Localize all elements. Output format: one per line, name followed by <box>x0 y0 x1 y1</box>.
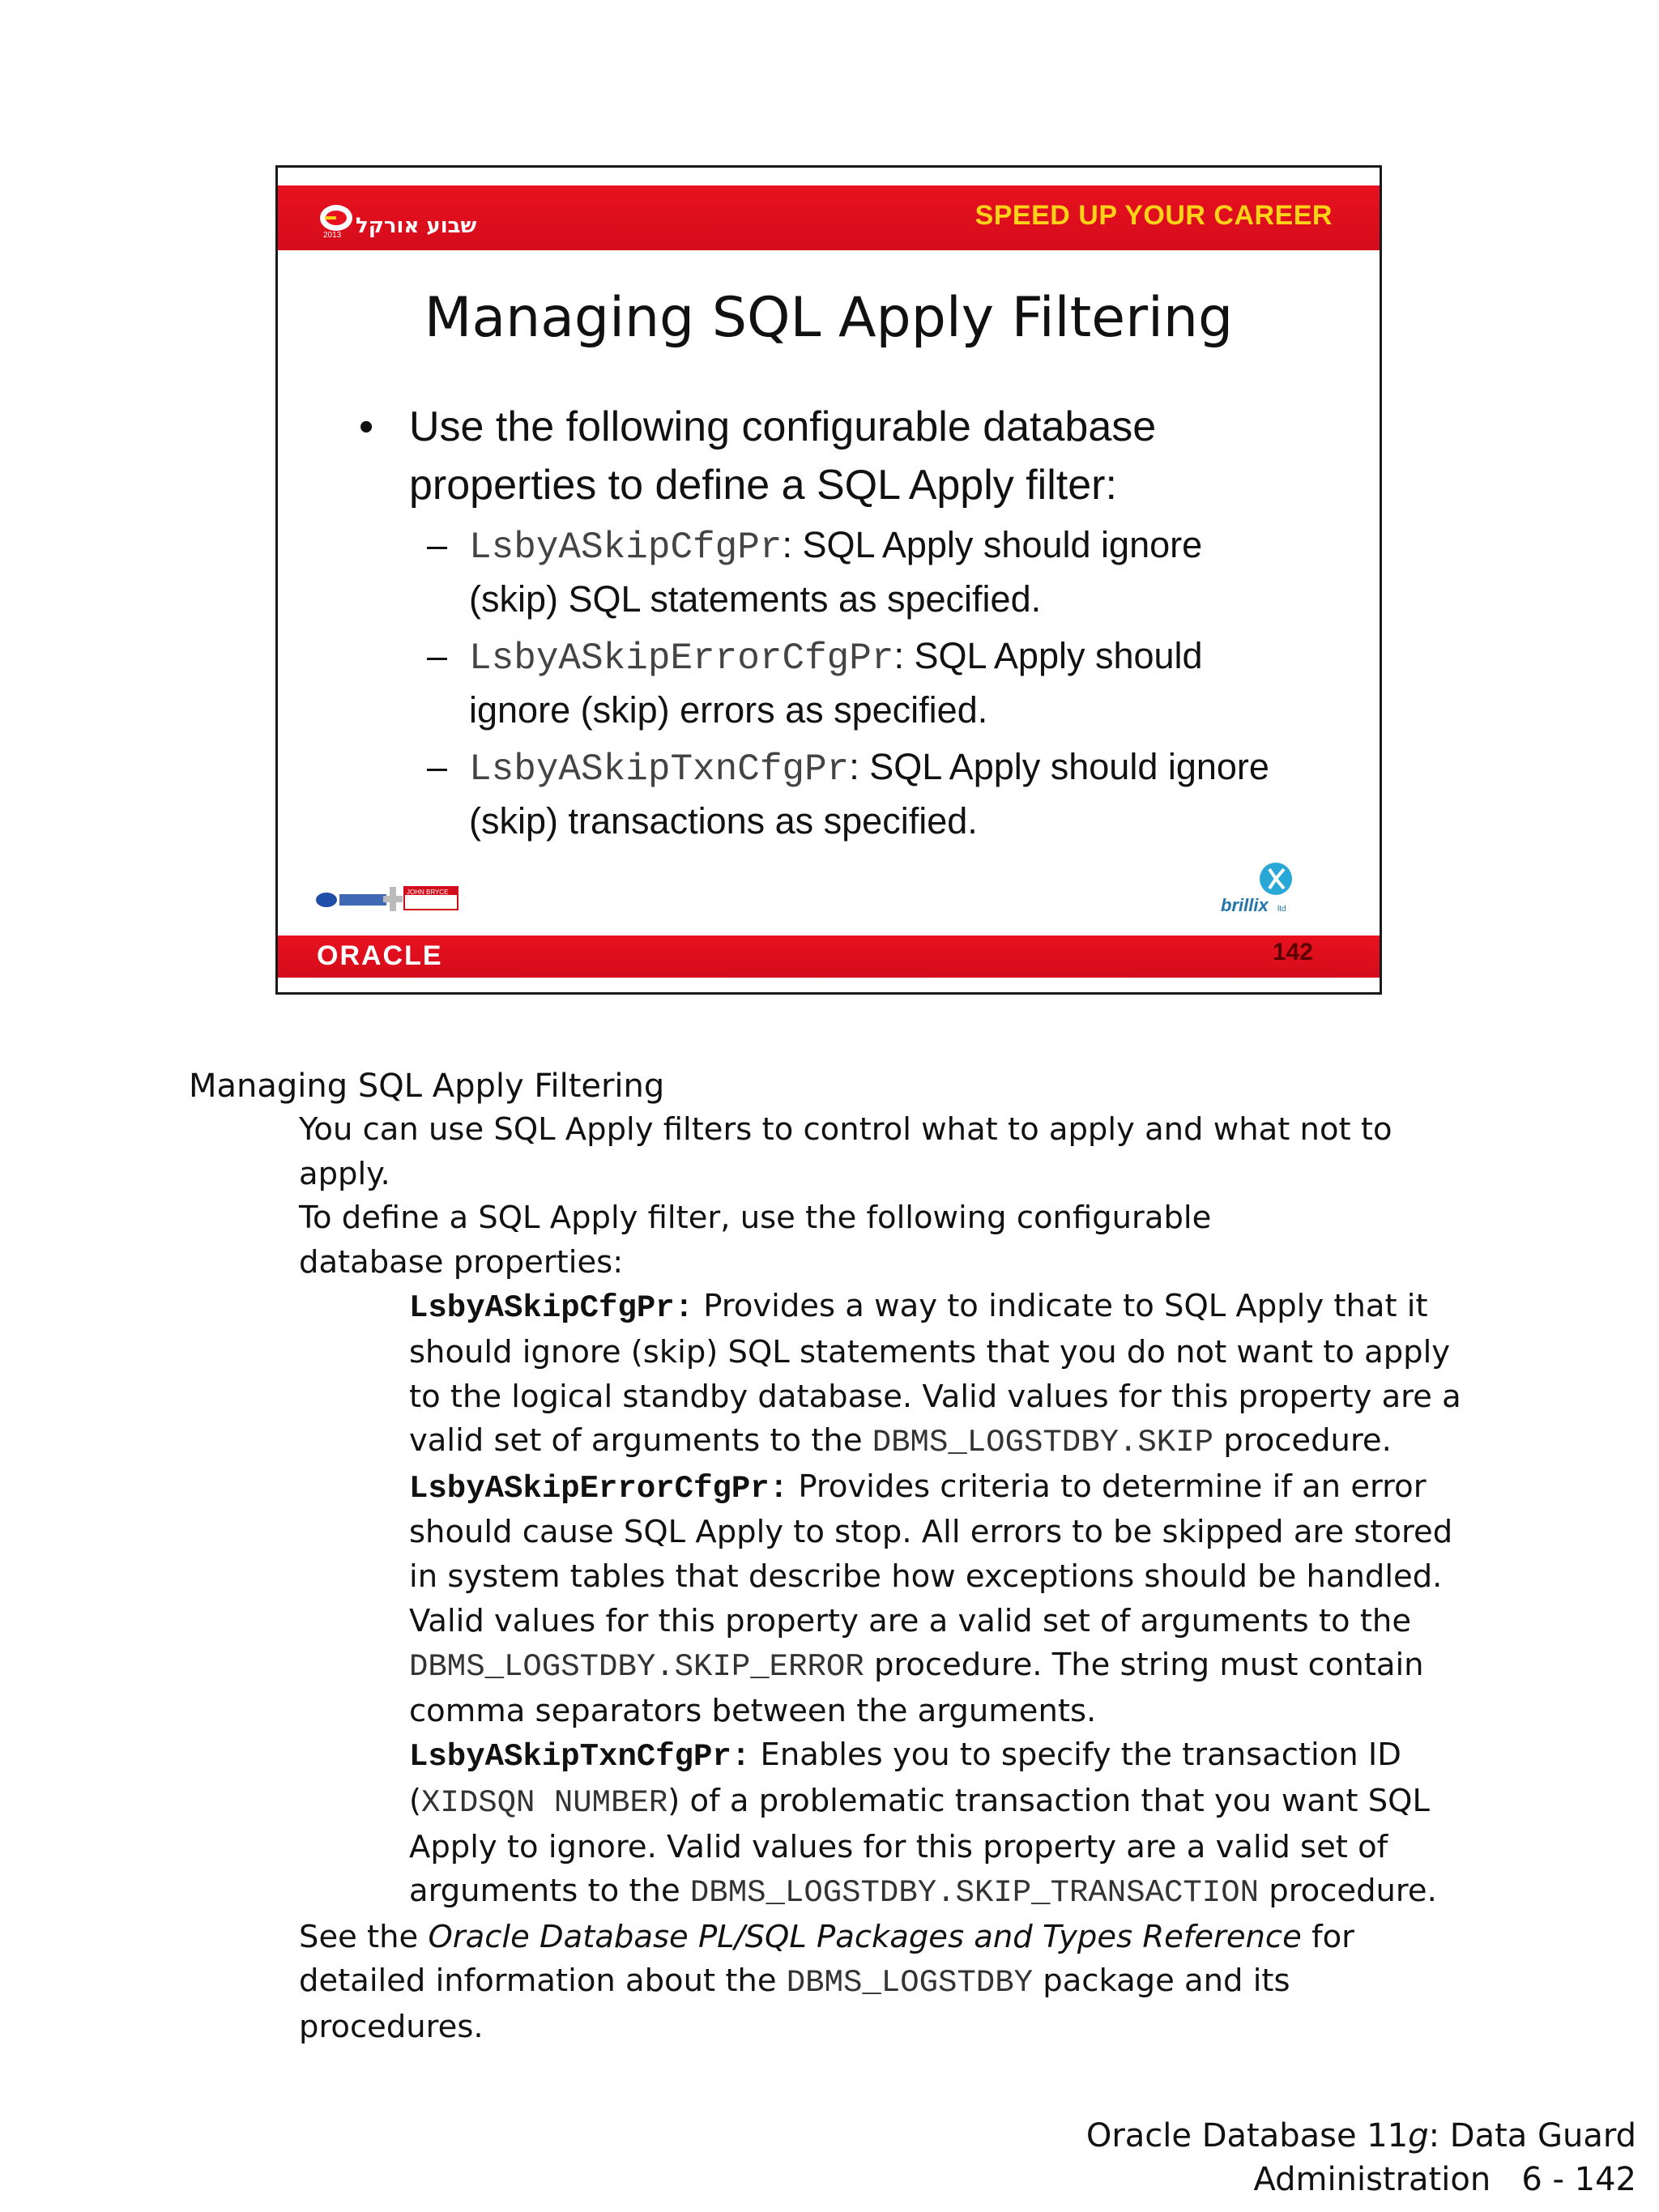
property-name: LsbyASkipTxnCfgPr: <box>409 1739 751 1775</box>
slide-body <box>359 398 1331 847</box>
slide-number: 142 <box>1272 939 1313 965</box>
slide-header-bar <box>278 185 1380 250</box>
footer-page-line: Administration 6 - 142 <box>1253 2161 1636 2198</box>
slide-subitem <box>427 741 1331 847</box>
reference-title: Oracle Database PL/SQL Packages and Types Reference <box>428 1918 1302 1955</box>
subitem-text: : SQL Apply should ignore (skip) errors as specified. <box>469 635 1203 731</box>
john-bryce-logo-text: JOHN BRYCE <box>407 889 449 896</box>
oracle-week-logo <box>318 200 477 241</box>
property-name: LsbyASkipCfgPr <box>469 526 783 569</box>
brillix-logo-text: brillix <box>1221 895 1269 915</box>
career-slogan: SPEED UP YOUR CAREER <box>975 200 1333 231</box>
oracle-logo: ORACLE <box>317 940 443 971</box>
footer-book-title: Oracle Database 11g: Data Guard <box>1085 2117 1636 2154</box>
code-reference: XIDSQN NUMBER <box>421 1784 668 1821</box>
code-reference: DBMS_LOGSTDBY.SKIP_TRANSACTION <box>689 1875 1260 1912</box>
notes-property-paragraph: LsbyASkipTxnCfgPr: Enables you to specify the transaction ID (XIDSQN NUMBER) of a problematic transaction that you want SQL Apply to ignore. Valid values for this property are a valid set of arguments to the DBMS_LOGSTDBY.SKIP_TRANSACTION procedure. <box>409 1737 1437 1912</box>
slide-title: Managing SQL Apply Filtering <box>424 286 1234 350</box>
dash-icon: – <box>427 635 448 676</box>
notes-intro-line: You can use SQL Apply filters to control what to apply and what not to apply. <box>299 1111 1392 1192</box>
notes-heading: Managing SQL Apply Filtering <box>189 1068 665 1105</box>
partner-logos <box>315 882 461 914</box>
code-reference: DBMS_LOGSTDBY.SKIP_ERROR <box>409 1649 864 1686</box>
bullet-dot-icon: • <box>359 403 374 450</box>
property-name: LsbyASkipTxnCfgPr <box>469 748 850 791</box>
slide-bullet <box>359 398 1331 514</box>
dash-icon: – <box>427 746 448 787</box>
notes-property-paragraph: LsbyASkipErrorCfgPr: Provides criteria to determine if an error should cause SQL Apply to stop. All errors to be skipped are stored in system tables that describe how exceptions should be handled. Valid values for this property are a valid set of arguments to the DBMS_LOGSTDBY.SKIP_ERROR procedure. The string must contain comma separators between the arguments. <box>409 1468 1453 1729</box>
logo-hebrew-text: שבוע אורקל <box>356 214 477 238</box>
notes-property-paragraph: LsbyASkipCfgPr: Provides a way to indicate to SQL Apply that it should ignore (skip) SQL statements that you do not want to apply to the logical standby database. Valid values for this property are a valid set of arguments to the DBMS_LOGSTDBY.SKIP procedure. <box>409 1288 1461 1461</box>
property-name: LsbyASkipErrorCfgPr <box>469 637 894 680</box>
brillix-logo <box>1214 861 1303 926</box>
brillix-logo-suffix: ltd <box>1277 905 1286 914</box>
notes-body <box>299 1108 1482 2049</box>
notes-intro-line: To define a SQL Apply filter, use the following configurable database properties: <box>299 1200 1212 1281</box>
logo-year: 2013 <box>323 231 342 240</box>
bullet-text: Use the following configurable database properties to define a SQL Apply filter: <box>409 403 1157 509</box>
subitem-text: : SQL Apply should ignore (skip) SQL statements as specified. <box>469 524 1203 620</box>
slide-footer-bar <box>278 936 1380 978</box>
page-footer <box>1086 2114 1636 2201</box>
property-name: LsbyASkipCfgPr: <box>409 1290 694 1327</box>
page-number: 6 - 142 <box>1521 2161 1636 2198</box>
dash-icon: – <box>427 524 448 565</box>
property-name: LsbyASkipErrorCfgPr: <box>409 1470 789 1507</box>
notes-see-also: See the Oracle Database PL/SQL Packages and Types Reference for detailed information about the DBMS_LOGSTDBY package and its procedures. <box>299 1918 1354 2045</box>
slide-subitem <box>427 519 1331 625</box>
subitem-text: : SQL Apply should ignore (skip) transactions as specified. <box>469 746 1269 842</box>
slide-subitem <box>427 630 1331 736</box>
code-reference: DBMS_LOGSTDBY <box>786 1965 1034 2001</box>
slide-image <box>275 165 1382 995</box>
code-reference: DBMS_LOGSTDBY.SKIP <box>872 1425 1214 1461</box>
